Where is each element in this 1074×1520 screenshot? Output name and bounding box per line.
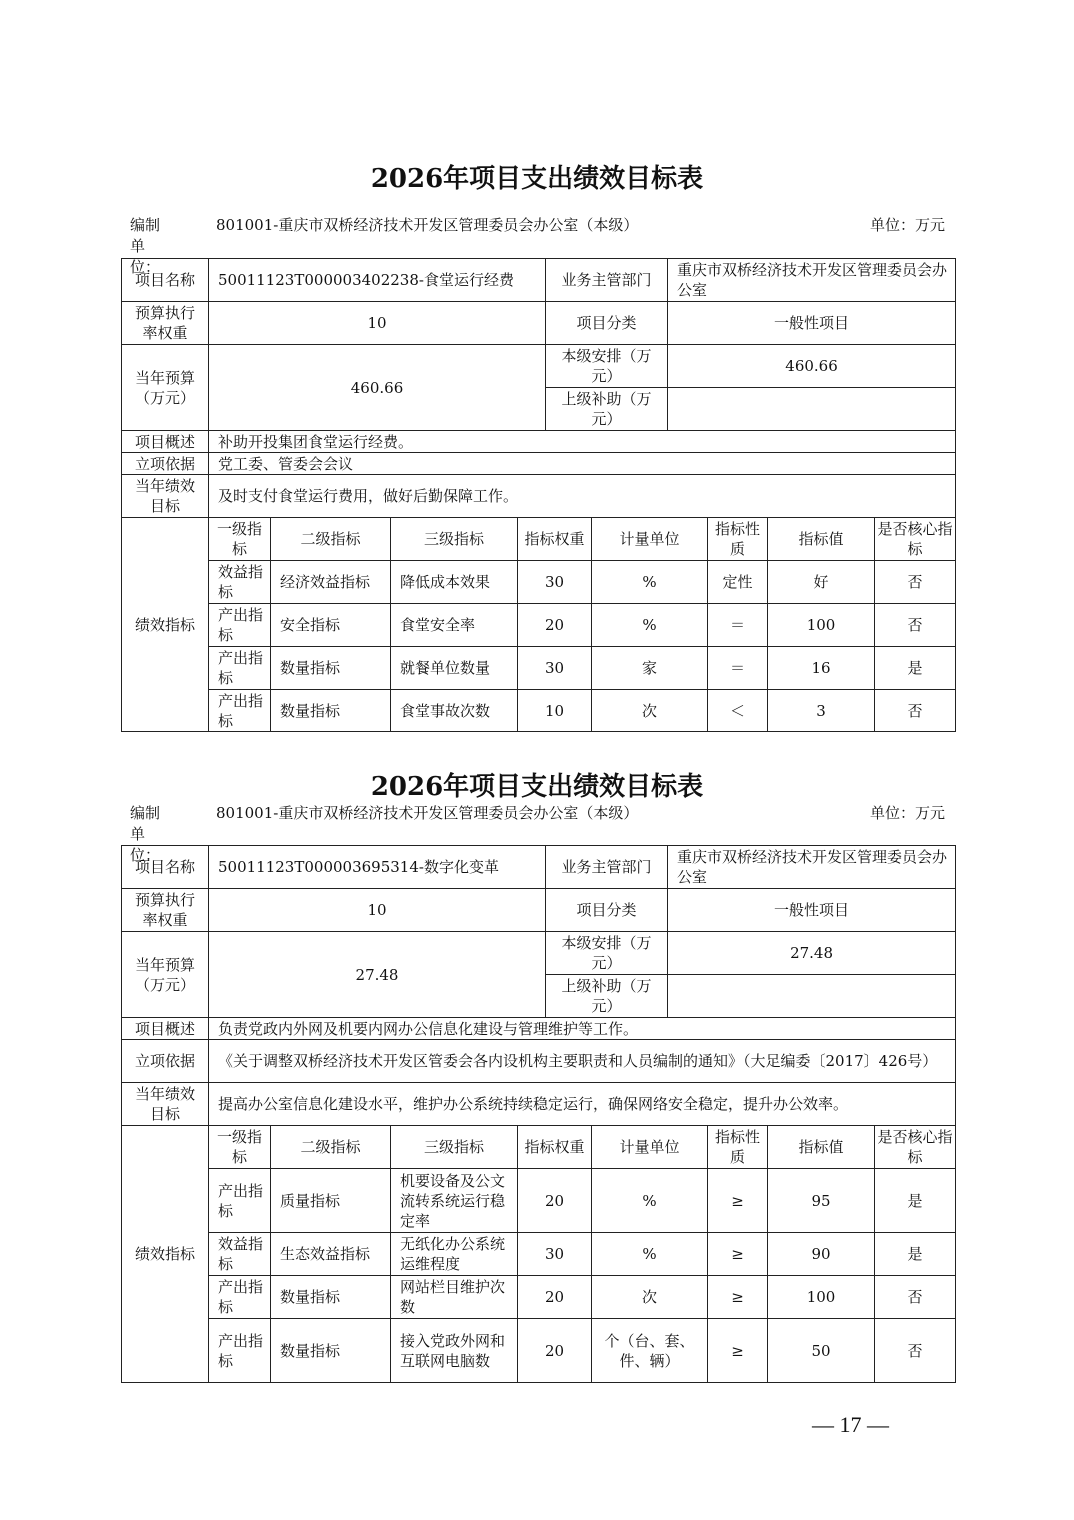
- table-row: [122, 1233, 956, 1276]
- indicator-cell: %: [592, 604, 708, 647]
- indicator-cell: 100: [768, 604, 875, 647]
- indicator-cell: 95: [768, 1169, 875, 1233]
- category-label: 项目分类: [546, 889, 668, 932]
- indicator-cell: 否: [875, 604, 956, 647]
- weight: 10: [209, 889, 546, 932]
- indicator-cell: 效益指标: [209, 1233, 271, 1276]
- indicator-cell: 食堂安全率: [391, 604, 518, 647]
- summary-label: 项目概述: [122, 1018, 209, 1040]
- column-header: 三级指标: [391, 1126, 518, 1169]
- upper-label: 上级补助（万元）: [546, 975, 668, 1018]
- local: 27.48: [668, 932, 956, 975]
- org-header: [130, 803, 945, 864]
- indicator-cell: 生态效益指标: [271, 1233, 391, 1276]
- org-label: 编制单位：: [130, 216, 161, 276]
- indicator-cell: 是: [875, 1169, 956, 1233]
- budget-label: 当年预算（万元）: [122, 345, 209, 431]
- upper: [668, 975, 956, 1018]
- local-label: 本级安排（万元）: [546, 345, 668, 388]
- indicator-cell: 30: [518, 561, 592, 604]
- column-header: 指标权重: [518, 1126, 592, 1169]
- goal: 及时支付食堂运行费用，做好后勤保障工作。: [209, 475, 956, 518]
- column-header: 指标值: [768, 1126, 875, 1169]
- indicator-cell: 产出指标: [209, 604, 271, 647]
- column-header: 指标权重: [518, 518, 592, 561]
- indicator-cell: 20: [518, 1276, 592, 1319]
- table-row: [122, 690, 956, 732]
- indicator-cell: 是: [875, 647, 956, 690]
- indicator-cell: 产出指标: [209, 1276, 271, 1319]
- dept-label: 业务主管部门: [546, 846, 668, 889]
- performance-table: [121, 845, 956, 1383]
- indicator-cell: 20: [518, 1169, 592, 1233]
- indicator-cell: 安全指标: [271, 604, 391, 647]
- column-header: 计量单位: [592, 518, 708, 561]
- category: 一般性项目: [668, 302, 956, 345]
- goal-label: 当年绩效目标: [122, 475, 209, 518]
- indicator-cell: 90: [768, 1233, 875, 1276]
- indicator-cell: 效益指标: [209, 561, 271, 604]
- dept: 重庆市双桥经济技术开发区管理委员会办公室: [668, 846, 956, 889]
- indicator-cell: 否: [875, 690, 956, 732]
- indicator-cell: 100: [768, 1276, 875, 1319]
- budget: 460.66: [209, 345, 546, 431]
- indicator-cell: 接入党政外网和互联网电脑数: [391, 1319, 518, 1383]
- indicator-cell: 就餐单位数量: [391, 647, 518, 690]
- indicator-cell: 否: [875, 1319, 956, 1383]
- indicator-cell: 20: [518, 1319, 592, 1383]
- indicator-cell: 无纸化办公系统运维程度: [391, 1233, 518, 1276]
- indicator-cell: 是: [875, 1233, 956, 1276]
- table-row: [122, 647, 956, 690]
- table-row: [122, 1319, 956, 1383]
- project-name-label: 项目名称: [122, 259, 209, 302]
- indicator-cell: 30: [518, 1233, 592, 1276]
- summary: 负责党政内外网及机要内网办公信息化建设与管理维护等工作。: [209, 1018, 956, 1040]
- table-title: 2026年项目支出绩效目标表: [370, 164, 704, 194]
- indicator-cell: ＝: [708, 647, 768, 690]
- indicators-label: 绩效指标: [122, 1126, 209, 1383]
- indicator-cell: ≥: [708, 1169, 768, 1233]
- column-header: 二级指标: [271, 518, 391, 561]
- indicator-cell: 产出指标: [209, 1169, 271, 1233]
- weight-label: 预算执行率权重: [122, 889, 209, 932]
- indicator-cell: 家: [592, 647, 708, 690]
- indicator-cell: 否: [875, 561, 956, 604]
- indicator-cell: 定性: [708, 561, 768, 604]
- indicator-cell: 次: [592, 1276, 708, 1319]
- weight: 10: [209, 302, 546, 345]
- indicator-cell: %: [592, 1233, 708, 1276]
- column-header: 三级指标: [391, 518, 518, 561]
- indicator-cell: 3: [768, 690, 875, 732]
- weight-label: 预算执行率权重: [122, 302, 209, 345]
- indicators-label: 绩效指标: [122, 518, 209, 732]
- indicator-cell: 机要设备及公文流转系统运行稳定率: [391, 1169, 518, 1233]
- indicator-cell: 数量指标: [271, 1319, 391, 1383]
- indicator-cell: 16: [768, 647, 875, 690]
- indicator-cell: 好: [768, 561, 875, 604]
- indicator-cell: 食堂事故次数: [391, 690, 518, 732]
- budget: 27.48: [209, 932, 546, 1018]
- column-header: 一级指标: [209, 1126, 271, 1169]
- indicator-cell: 10: [518, 690, 592, 732]
- indicator-cell: 否: [875, 1276, 956, 1319]
- column-header: 是否核心指标: [875, 1126, 956, 1169]
- table-row: [122, 1169, 956, 1233]
- indicator-cell: 经济效益指标: [271, 561, 391, 604]
- table-row: [122, 604, 956, 647]
- project-name: 50011123T000003695314-数字化变革: [209, 846, 546, 889]
- column-header: 二级指标: [271, 1126, 391, 1169]
- indicator-cell: 产出指标: [209, 647, 271, 690]
- basis-label: 立项依据: [122, 453, 209, 475]
- upper: [668, 388, 956, 431]
- basis: 党工委、管委会会议: [209, 453, 956, 475]
- project-name: 50011123T000003402238-食堂运行经费: [209, 259, 546, 302]
- column-header: 指标值: [768, 518, 875, 561]
- column-header: 计量单位: [592, 1126, 708, 1169]
- table-row: [122, 1276, 956, 1319]
- basis: 《关于调整双桥经济技术开发区管委会各内设机构主要职责和人员编制的通知》（大足编委〔2017〕426号）: [209, 1040, 956, 1083]
- unit-label: 单位：万元: [869, 804, 945, 822]
- indicator-cell: 数量指标: [271, 1276, 391, 1319]
- basis-label: 立项依据: [122, 1040, 209, 1083]
- unit-label: 单位：万元: [869, 216, 945, 234]
- category: 一般性项目: [668, 889, 956, 932]
- column-header: 指标性质: [708, 1126, 768, 1169]
- org-value: 801001-重庆市双桥经济技术开发区管理委员会办公室（本级）: [216, 216, 639, 234]
- indicator-cell: 产出指标: [209, 690, 271, 732]
- indicator-cell: 50: [768, 1319, 875, 1383]
- table-title: 2026年项目支出绩效目标表: [370, 772, 704, 802]
- column-header: 是否核心指标: [875, 518, 956, 561]
- indicator-cell: %: [592, 1169, 708, 1233]
- indicator-cell: ≥: [708, 1319, 768, 1383]
- indicator-cell: 产出指标: [209, 1319, 271, 1383]
- local: 460.66: [668, 345, 956, 388]
- dept-label: 业务主管部门: [546, 259, 668, 302]
- indicator-cell: ＝: [708, 604, 768, 647]
- column-header: 一级指标: [209, 518, 271, 561]
- budget-label: 当年预算（万元）: [122, 932, 209, 1018]
- indicator-cell: 30: [518, 647, 592, 690]
- category-label: 项目分类: [546, 302, 668, 345]
- column-header: 指标性质: [708, 518, 768, 561]
- org-label: 编制单位：: [130, 804, 161, 864]
- indicator-cell: 个（台、套、件、辆）: [592, 1319, 708, 1383]
- indicator-cell: ≥: [708, 1233, 768, 1276]
- goal-label: 当年绩效目标: [122, 1083, 209, 1126]
- summary-label: 项目概述: [122, 431, 209, 453]
- summary: 补助开投集团食堂运行经费。: [209, 431, 956, 453]
- indicator-cell: ＜: [708, 690, 768, 732]
- indicator-cell: %: [592, 561, 708, 604]
- performance-table: [121, 258, 956, 732]
- upper-label: 上级补助（万元）: [546, 388, 668, 431]
- indicator-cell: 降低成本效果: [391, 561, 518, 604]
- indicator-cell: 20: [518, 604, 592, 647]
- table-row: [122, 561, 956, 604]
- indicator-cell: 数量指标: [271, 690, 391, 732]
- indicator-cell: 次: [592, 690, 708, 732]
- local-label: 本级安排（万元）: [546, 932, 668, 975]
- indicator-cell: 数量指标: [271, 647, 391, 690]
- indicator-cell: ≥: [708, 1276, 768, 1319]
- goal: 提高办公室信息化建设水平，维护办公系统持续稳定运行，确保网络安全稳定，提升办公效率。: [209, 1083, 956, 1126]
- org-header: [130, 215, 945, 276]
- project-name-label: 项目名称: [122, 846, 209, 889]
- org-value: 801001-重庆市双桥经济技术开发区管理委员会办公室（本级）: [216, 804, 639, 822]
- indicator-cell: 网站栏目维护次数: [391, 1276, 518, 1319]
- indicator-cell: 质量指标: [271, 1169, 391, 1233]
- dept: 重庆市双桥经济技术开发区管理委员会办公室: [668, 259, 956, 302]
- page-number: — 17 —: [812, 1412, 889, 1437]
